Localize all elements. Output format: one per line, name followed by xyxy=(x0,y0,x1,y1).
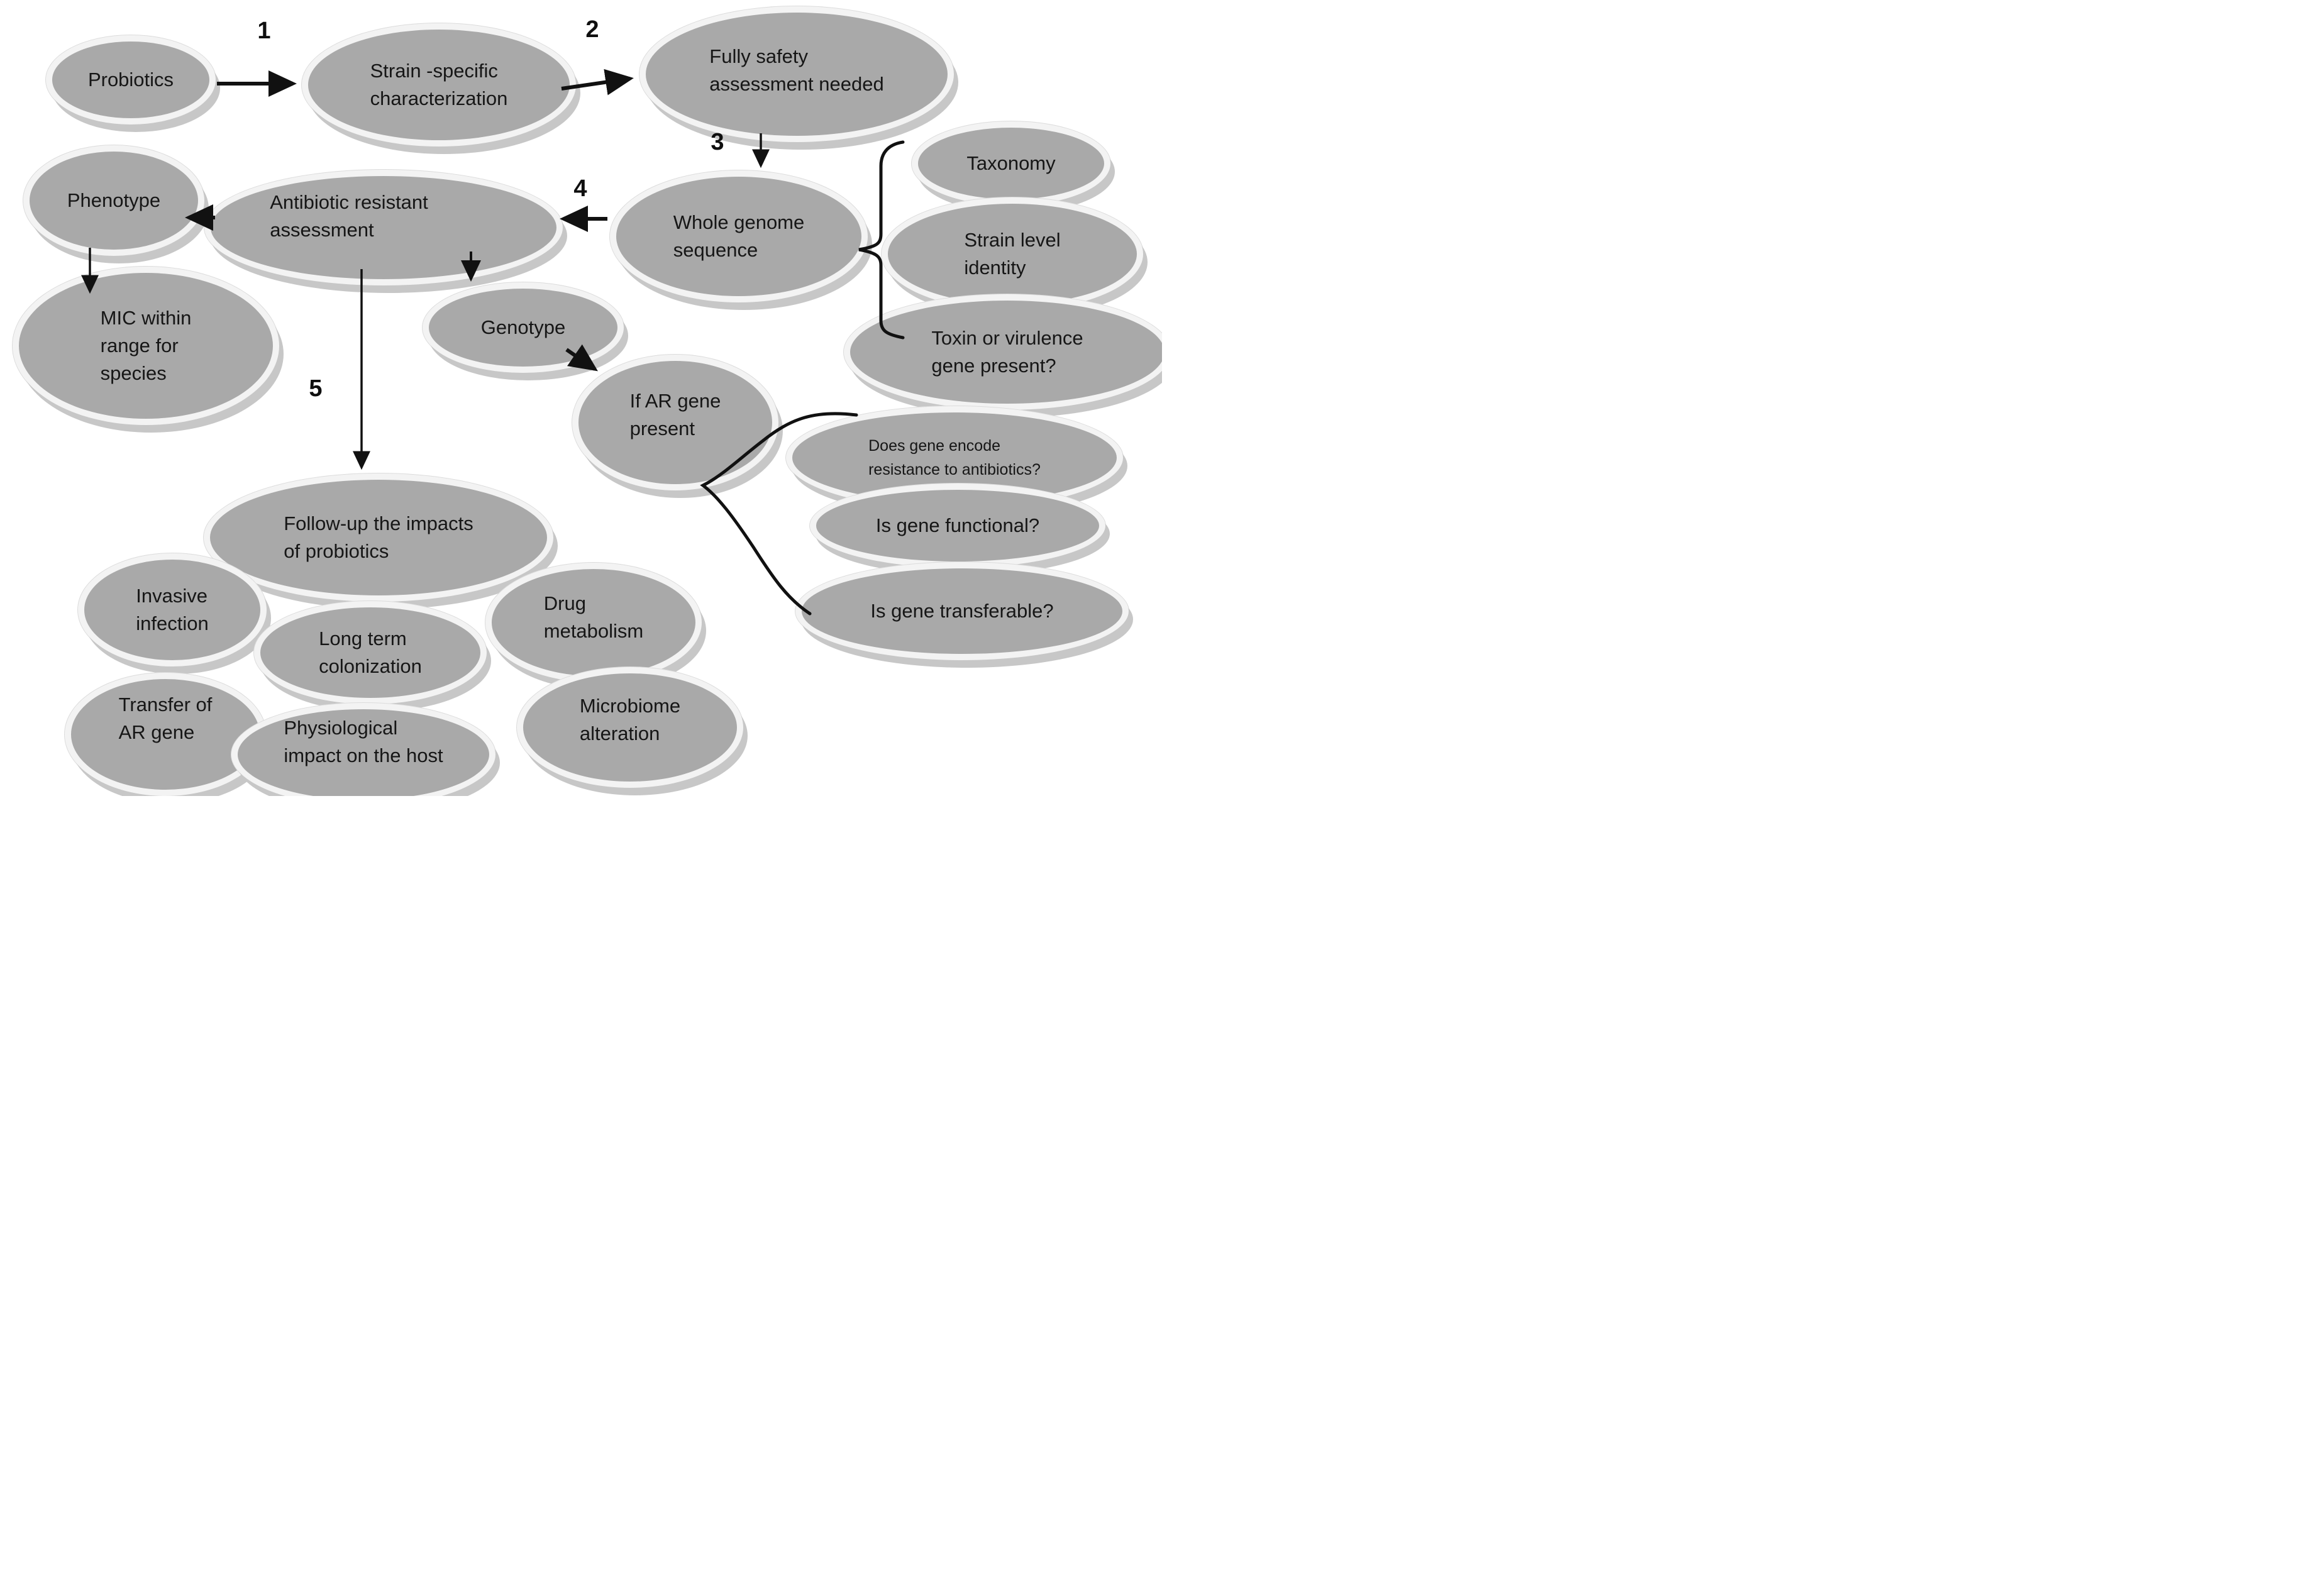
node-label-line: Probiotics xyxy=(87,69,174,91)
node-label-line: resistance to antibiotics? xyxy=(868,461,1041,478)
node-label-line: MIC within xyxy=(100,307,192,329)
node-label-line: Drug xyxy=(543,592,586,614)
node-label-line: Is gene transferable? xyxy=(870,600,1054,622)
node-label-line: Long term xyxy=(319,627,407,650)
node-label-line: metabolism xyxy=(543,620,644,642)
brace-genome-outputs xyxy=(859,142,903,338)
node-label-line: Is gene functional? xyxy=(875,514,1040,536)
node-label-line: Follow-up the impacts xyxy=(284,512,473,534)
node-label-line: species xyxy=(100,362,167,384)
node-label-line: Whole genome xyxy=(673,211,805,233)
node-label-line: of probiotics xyxy=(284,540,389,562)
node-label-line: infection xyxy=(136,612,209,634)
node-label-line: Genotype xyxy=(480,316,566,338)
node-label-line: characterization xyxy=(370,87,508,109)
node-label-line: impact on the host xyxy=(284,744,443,766)
arrow-genotype-to-if-ar-gene xyxy=(567,350,595,369)
step-3-label: 3 xyxy=(711,129,724,155)
node-label-line: Transfer of xyxy=(118,694,213,716)
node-label-line: Phenotype xyxy=(67,189,161,211)
node-label-line: gene present? xyxy=(931,355,1056,377)
flowchart-canvas xyxy=(0,0,1162,796)
node-label-line: Fully safety xyxy=(709,45,809,67)
step-5-label: 5 xyxy=(309,375,323,402)
connector-layer xyxy=(0,0,1162,796)
node-label-line: Invasive xyxy=(136,585,208,607)
node-label-line: assessment xyxy=(270,219,374,241)
node-label-line: assessment needed xyxy=(709,73,884,95)
node-label-line: Taxonomy xyxy=(966,152,1056,174)
node-label-line: sequence xyxy=(673,239,758,261)
node-label-line: present xyxy=(629,417,695,439)
node-label-line: Physiological xyxy=(284,717,398,739)
node-label-line: colonization xyxy=(319,655,422,677)
node-label-line: If AR gene xyxy=(629,390,721,412)
node-label-line: alteration xyxy=(579,722,660,744)
step-2-label: 2 xyxy=(585,16,599,43)
node-label-line: Does gene encode xyxy=(868,437,1000,455)
step-1-label: 1 xyxy=(257,18,271,44)
brace-ar-gene-questions xyxy=(703,414,856,614)
node-label-line: range for xyxy=(100,334,179,357)
node-label-line: identity xyxy=(964,257,1026,279)
node-label-line: AR gene xyxy=(118,721,195,743)
step-4-label: 4 xyxy=(573,175,587,202)
node-label-line: Antibiotic resistant xyxy=(270,191,428,213)
node-label-line: Strain level xyxy=(964,229,1061,251)
node-label-line: Microbiome xyxy=(579,695,681,717)
arrow-2-strain-to-safety xyxy=(562,79,630,89)
node-label-line: Strain -specific xyxy=(370,60,498,82)
node-label-line: Toxin or virulence xyxy=(931,327,1083,349)
